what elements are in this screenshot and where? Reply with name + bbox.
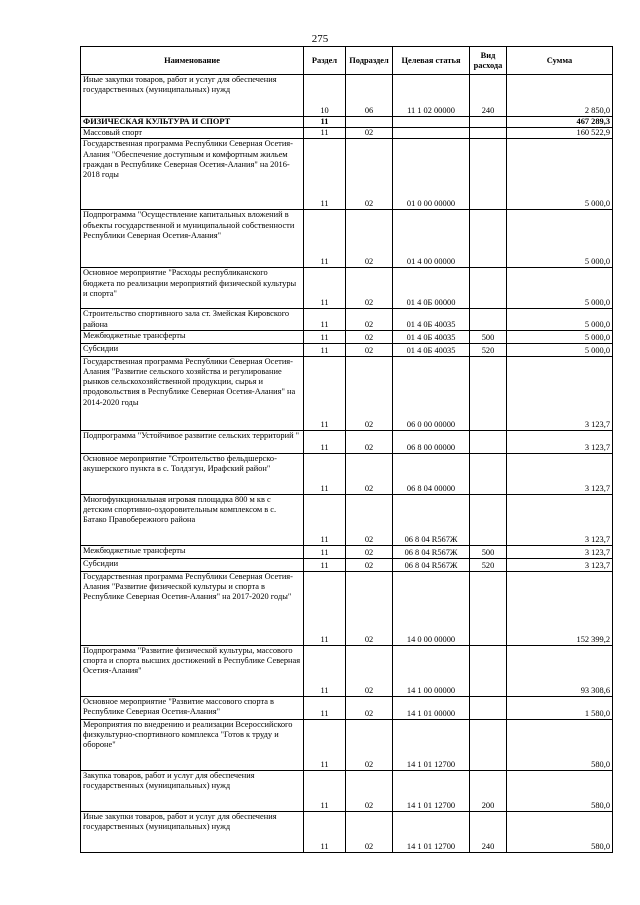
table-row xyxy=(81,558,613,571)
cell-subsection: 02 xyxy=(346,811,393,852)
cell-expense-type xyxy=(470,309,507,330)
cell-target-article: 14 1 01 12700 xyxy=(393,770,470,811)
cell-amount: 152 399,2 xyxy=(507,571,613,645)
table-row xyxy=(81,75,613,117)
cell-subsection: 02 xyxy=(346,128,393,139)
cell-name: Мероприятия по внедрению и реализации Всероссийского физкультурно-спортивного комплекса "Готов к труду и обороне" xyxy=(81,719,304,770)
cell-section: 11 xyxy=(304,494,346,545)
cell-target-article: 06 8 00 00000 xyxy=(393,430,470,453)
cell-target-article: 14 1 01 12700 xyxy=(393,811,470,852)
cell-target-article: 01 4 0Б 00000 xyxy=(393,268,470,309)
table-row xyxy=(81,453,613,494)
cell-expense-type xyxy=(470,571,507,645)
cell-target-article: 14 1 00 00000 xyxy=(393,645,470,696)
cell-section: 11 xyxy=(304,453,346,494)
cell-amount: 5 000,0 xyxy=(507,210,613,268)
table-row xyxy=(81,356,613,430)
cell-section: 11 xyxy=(304,545,346,558)
cell-target-article: 01 0 00 00000 xyxy=(393,139,470,210)
cell-expense-type xyxy=(470,356,507,430)
header-subsection: Подраздел xyxy=(346,47,393,75)
cell-expense-type: 200 xyxy=(470,770,507,811)
cell-amount: 3 123,7 xyxy=(507,356,613,430)
cell-target-article: 01 4 00 00000 xyxy=(393,210,470,268)
cell-target-article: 06 8 04 00000 xyxy=(393,453,470,494)
table-row xyxy=(81,696,613,719)
cell-section: 11 xyxy=(304,210,346,268)
budget-table xyxy=(80,46,613,853)
cell-expense-type xyxy=(470,719,507,770)
cell-section: 11 xyxy=(304,645,346,696)
cell-target-article xyxy=(393,117,470,128)
cell-target-article: 06 0 00 00000 xyxy=(393,356,470,430)
cell-name: Основное мероприятие "Развитие массового спорта в Республике Северная Осетия-Алания" xyxy=(81,696,304,719)
cell-amount: 1 580,0 xyxy=(507,696,613,719)
cell-expense-type: 520 xyxy=(470,343,507,356)
table-header-row xyxy=(81,47,613,75)
cell-expense-type xyxy=(470,430,507,453)
cell-section: 11 xyxy=(304,811,346,852)
cell-amount: 467 289,3 xyxy=(507,117,613,128)
cell-subsection: 02 xyxy=(346,356,393,430)
cell-amount: 580,0 xyxy=(507,811,613,852)
cell-target-article: 14 0 00 00000 xyxy=(393,571,470,645)
cell-expense-type xyxy=(470,117,507,128)
cell-name: Межбюджетные трансферты xyxy=(81,330,304,343)
cell-subsection: 02 xyxy=(346,453,393,494)
cell-amount: 3 123,7 xyxy=(507,430,613,453)
cell-name: Подпрограмма "Развитие физической культуры, массового спорта и спорта высших достижений в Республике Северная Осетия-Алания" xyxy=(81,645,304,696)
cell-target-article: 01 4 0Б 40035 xyxy=(393,330,470,343)
cell-name: Государственная программа Республики Северная Осетия-Алания "Развитие сельского хозяйства и регулирование рынков сельскохозяйственной продукции, сырья и продовольствия в Республике Северная Осетия-Алания" на 2014-2020 годы xyxy=(81,356,304,430)
table-row xyxy=(81,309,613,330)
cell-subsection: 02 xyxy=(346,770,393,811)
cell-amount: 580,0 xyxy=(507,719,613,770)
cell-target-article: 14 1 01 12700 xyxy=(393,719,470,770)
cell-subsection: 02 xyxy=(346,696,393,719)
cell-target-article: 06 8 04 R567Ж xyxy=(393,545,470,558)
cell-name: Государственная программа Республики Северная Осетия-Алания "Обеспечение доступным и комфортным жильем граждан в Республике Северная Осетия-Алания" на 2016-2018 годы xyxy=(81,139,304,210)
cell-expense-type: 240 xyxy=(470,811,507,852)
cell-section: 11 xyxy=(304,558,346,571)
cell-target-article: 06 8 04 R567Ж xyxy=(393,494,470,545)
cell-amount: 3 123,7 xyxy=(507,453,613,494)
cell-subsection: 02 xyxy=(346,210,393,268)
cell-name: Иные закупки товаров, работ и услуг для обеспечения государственных (муниципальных) нужд xyxy=(81,75,304,117)
table-row xyxy=(81,494,613,545)
table-row xyxy=(81,128,613,139)
cell-name: Многофункциональная игровая площадка 800 м кв с детским спортивно-оздоровительным комплексом в с. Батако Правобережного района xyxy=(81,494,304,545)
table-row xyxy=(81,343,613,356)
cell-subsection: 02 xyxy=(346,558,393,571)
cell-amount: 580,0 xyxy=(507,770,613,811)
cell-name: Закупка товаров, работ и услуг для обеспечения государственных (муниципальных) нужд xyxy=(81,770,304,811)
table-row xyxy=(81,645,613,696)
cell-section: 11 xyxy=(304,117,346,128)
cell-name: Подпрограмма "Осуществление капитальных вложений в объекты государственной и муниципальной собственности Республики Северная Осетия-Алания" xyxy=(81,210,304,268)
cell-name: Государственная программа Республики Северная Осетия-Алания "Развитие физической культуры и спорта в Республике Северная Осетия-Алания" на 2017-2020 годы" xyxy=(81,571,304,645)
cell-subsection: 02 xyxy=(346,645,393,696)
cell-section: 11 xyxy=(304,343,346,356)
cell-amount: 160 522,9 xyxy=(507,128,613,139)
cell-section: 11 xyxy=(304,309,346,330)
table-row xyxy=(81,571,613,645)
cell-expense-type xyxy=(470,268,507,309)
table-row xyxy=(81,430,613,453)
cell-amount: 5 000,0 xyxy=(507,343,613,356)
cell-section: 11 xyxy=(304,770,346,811)
cell-section: 11 xyxy=(304,128,346,139)
cell-amount: 3 123,7 xyxy=(507,494,613,545)
cell-name: ФИЗИЧЕСКАЯ КУЛЬТУРА И СПОРТ xyxy=(81,117,304,128)
cell-amount: 5 000,0 xyxy=(507,309,613,330)
cell-expense-type xyxy=(470,696,507,719)
cell-name: Субсидии xyxy=(81,343,304,356)
cell-expense-type xyxy=(470,210,507,268)
cell-section: 11 xyxy=(304,430,346,453)
header-expense-type: Вид расхода xyxy=(470,47,507,75)
cell-subsection: 02 xyxy=(346,571,393,645)
cell-expense-type xyxy=(470,139,507,210)
cell-name: Строительство спортивного зала ст. Змейская Кировского района xyxy=(81,309,304,330)
table-row xyxy=(81,811,613,852)
cell-subsection: 02 xyxy=(346,430,393,453)
table-body xyxy=(81,75,613,853)
cell-amount: 5 000,0 xyxy=(507,330,613,343)
cell-subsection: 02 xyxy=(346,309,393,330)
cell-expense-type: 240 xyxy=(470,75,507,117)
cell-amount: 5 000,0 xyxy=(507,139,613,210)
table-row xyxy=(81,545,613,558)
cell-name: Подпрограмма "Устойчивое развитие сельских территорий " xyxy=(81,430,304,453)
cell-section: 11 xyxy=(304,330,346,343)
cell-name: Массовый спорт xyxy=(81,128,304,139)
cell-expense-type: 500 xyxy=(470,330,507,343)
header-target-article: Целевая статья xyxy=(393,47,470,75)
cell-subsection: 02 xyxy=(346,330,393,343)
cell-name: Межбюджетные трансферты xyxy=(81,545,304,558)
cell-subsection: 06 xyxy=(346,75,393,117)
cell-target-article: 14 1 01 00000 xyxy=(393,696,470,719)
cell-section: 11 xyxy=(304,571,346,645)
cell-expense-type xyxy=(470,128,507,139)
cell-expense-type xyxy=(470,453,507,494)
cell-subsection: 02 xyxy=(346,494,393,545)
cell-amount: 5 000,0 xyxy=(507,268,613,309)
cell-name: Основное мероприятие "Строительство фельдшерско-акушерского пункта в с. Толдзгун, Ирафский район" xyxy=(81,453,304,494)
cell-section: 10 xyxy=(304,75,346,117)
header-name: Наименование xyxy=(81,47,304,75)
cell-expense-type: 520 xyxy=(470,558,507,571)
cell-name: Субсидии xyxy=(81,558,304,571)
header-section: Раздел xyxy=(304,47,346,75)
cell-subsection xyxy=(346,117,393,128)
cell-section: 11 xyxy=(304,696,346,719)
cell-expense-type xyxy=(470,494,507,545)
cell-target-article: 11 1 02 00000 xyxy=(393,75,470,117)
cell-section: 11 xyxy=(304,356,346,430)
cell-target-article: 06 8 04 R567Ж xyxy=(393,558,470,571)
cell-section: 11 xyxy=(304,719,346,770)
cell-subsection: 02 xyxy=(346,545,393,558)
table-row xyxy=(81,268,613,309)
cell-expense-type: 500 xyxy=(470,545,507,558)
cell-section: 11 xyxy=(304,268,346,309)
page-number: 275 xyxy=(311,33,329,45)
cell-expense-type xyxy=(470,645,507,696)
cell-name: Основное мероприятие "Расходы республиканского бюджета по реализации мероприятий физической культуры и спорта" xyxy=(81,268,304,309)
cell-section: 11 xyxy=(304,139,346,210)
table-row xyxy=(81,719,613,770)
header-amount: Сумма xyxy=(507,47,613,75)
table-row xyxy=(81,139,613,210)
cell-amount: 2 850,0 xyxy=(507,75,613,117)
cell-subsection: 02 xyxy=(346,268,393,309)
cell-target-article xyxy=(393,128,470,139)
cell-target-article: 01 4 0Б 40035 xyxy=(393,309,470,330)
cell-amount: 93 308,6 xyxy=(507,645,613,696)
table-row xyxy=(81,210,613,268)
cell-amount: 3 123,7 xyxy=(507,558,613,571)
table-row xyxy=(81,330,613,343)
cell-name: Иные закупки товаров, работ и услуг для обеспечения государственных (муниципальных) нужд xyxy=(81,811,304,852)
table-row xyxy=(81,770,613,811)
cell-subsection: 02 xyxy=(346,719,393,770)
cell-target-article: 01 4 0Б 40035 xyxy=(393,343,470,356)
table-row xyxy=(81,117,613,128)
cell-subsection: 02 xyxy=(346,139,393,210)
cell-subsection: 02 xyxy=(346,343,393,356)
cell-amount: 3 123,7 xyxy=(507,545,613,558)
